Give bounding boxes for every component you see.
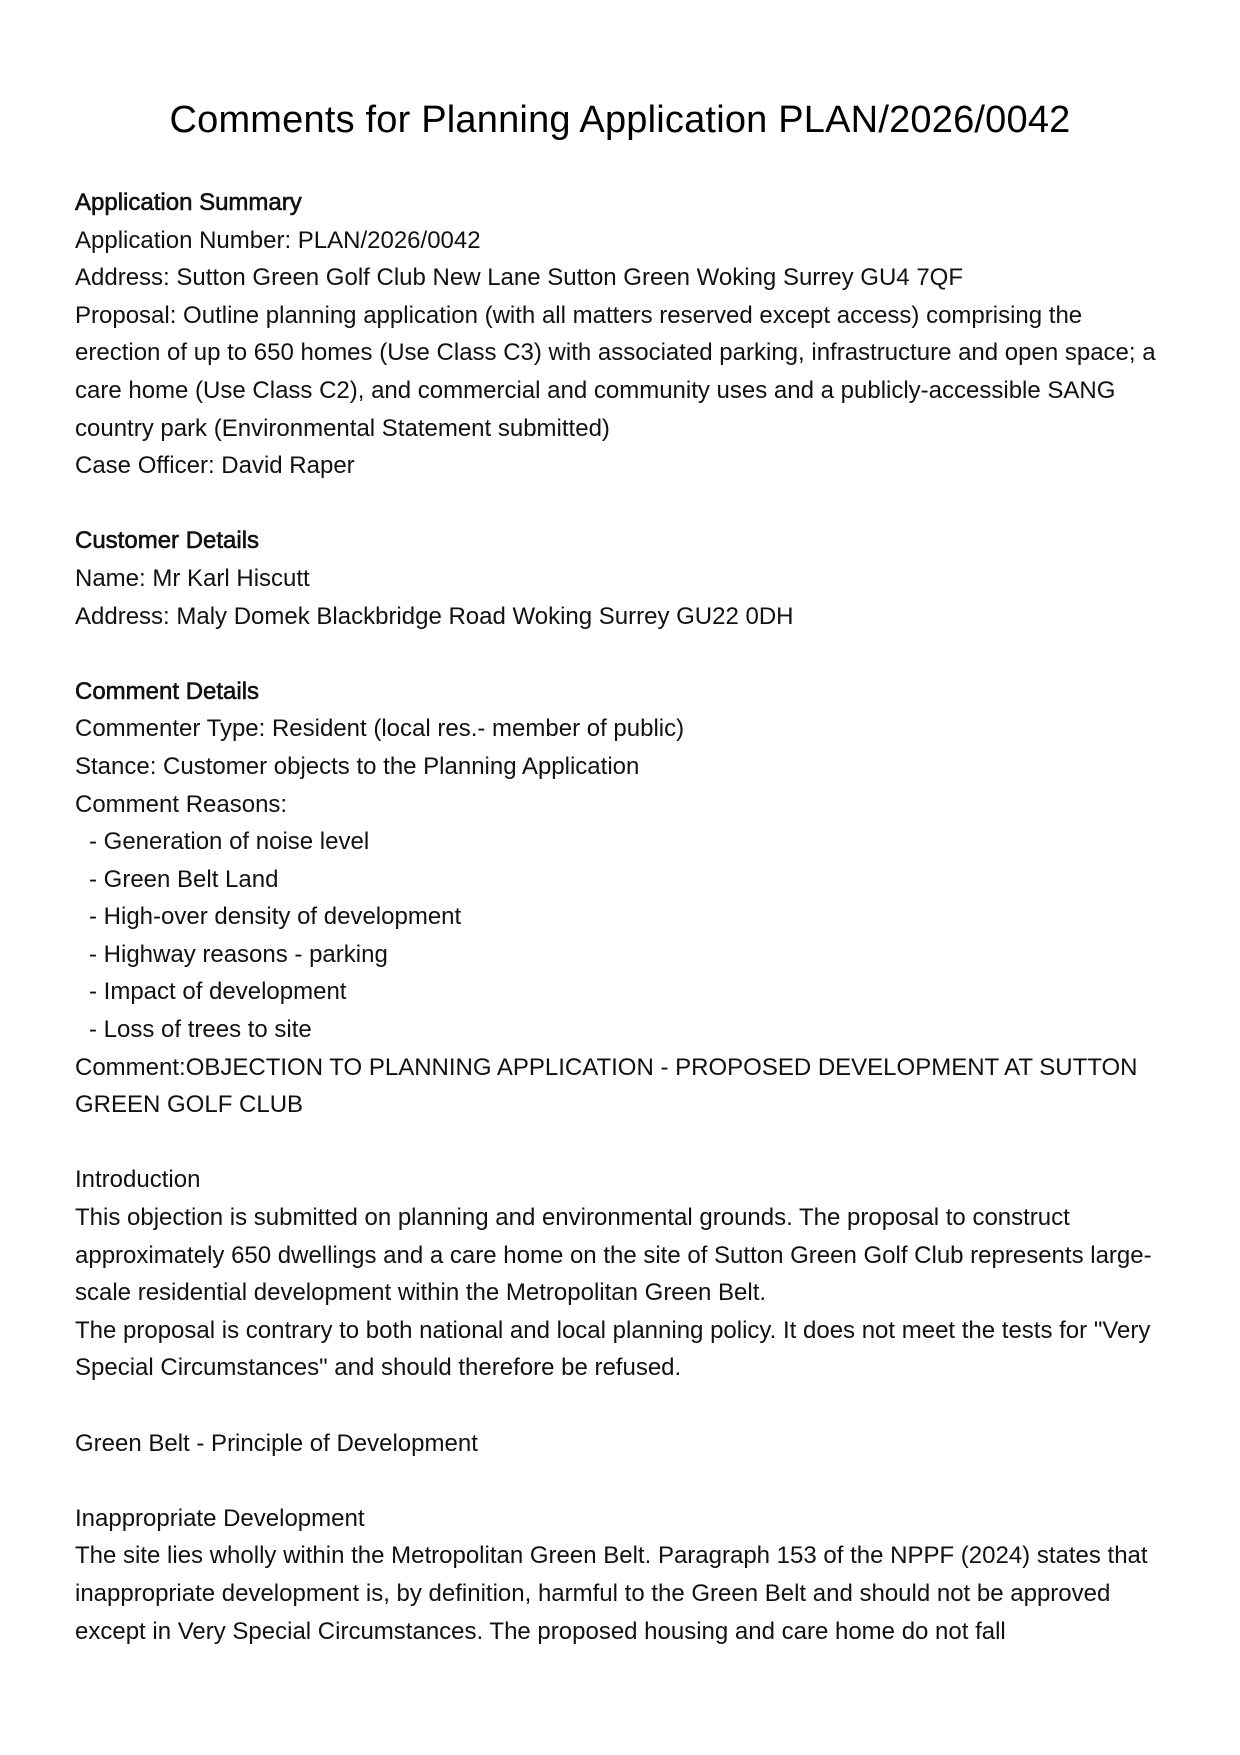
spacer [75,1124,1165,1162]
customer-details-heading: Customer Details [75,527,260,555]
spacer [75,1387,1165,1425]
comment-reasons-list [75,823,1165,1049]
green-belt-heading: Green Belt - Principle of Development [75,1429,478,1457]
application-address: Address: Sutton Green Golf Club New Lane Sutton Green Woking Surrey GU4 7QF [75,264,963,292]
application-proposal: Proposal: Outline planning application (with all matters reserved except access) comprising the erection of up to 650 homes (Use Class C3) with associated parking, infrastructure and open space; a care home (Use Class C2), and commercial and community uses and a publicly-accessible SANG country park (Environmental Statement submitted) [75,301,1163,442]
introduction-section [75,1161,1165,1387]
spacer [75,635,1165,673]
customer-name: Name: Mr Karl Hiscutt [75,564,310,592]
commenter-type: Commenter Type: Resident (local res.- member of public) [75,715,685,743]
document-content [75,184,1165,1650]
customer-details-section [75,522,1165,635]
comment-reason-item: - Green Belt Land [89,865,279,893]
application-summary-section [75,184,1165,485]
comment-reason-item: - Generation of noise level [89,828,370,856]
comment-details-section [75,673,1165,1124]
introduction-paragraph: This objection is submitted on planning and environmental grounds. The proposal to construct approximately 650 dwellings and a care home on the site of Sutton Green Golf Club represents large-scale residential development within the Metropolitan Green Belt. [75,1204,1152,1307]
comment-reason-item: - Highway reasons - parking [89,940,388,968]
comment-details-heading: Comment Details [75,677,260,705]
stance: Stance: Customer objects to the Planning Application [75,752,640,780]
inappropriate-development-paragraph: The site lies wholly within the Metropolitan Green Belt. Paragraph 153 of the NPPF (2024) states that inappropriate development is, by definition, harmful to the Green Belt and should not be approved except in Very Special Circumstances. The proposed housing and care home do not fall [75,1542,1148,1645]
spacer [75,485,1165,523]
inappropriate-development-heading: Inappropriate Development [75,1504,365,1532]
application-summary-heading: Application Summary [75,189,302,216]
comment-reasons-label: Comment Reasons: [75,790,288,818]
page-title: Comments for Planning Application PLAN/2026/0042 [169,99,1071,141]
comment-reason-item: - High-over density of development [89,903,462,931]
application-number: Application Number: PLAN/2026/0042 [75,226,481,254]
customer-address: Address: Maly Domek Blackbridge Road Woking Surrey GU22 0DH [75,602,794,630]
comment-text: Comment:OBJECTION TO PLANNING APPLICATION - PROPOSED DEVELOPMENT AT SUTTON GREEN GOLF CLUB [75,1053,1145,1119]
introduction-paragraph: The proposal is contrary to both national and local planning policy. It does not meet the tests for "Very Special Circumstances" and should therefore be refused. [75,1316,1151,1382]
case-officer: Case Officer: David Raper [75,452,355,480]
comment-reason-item: - Loss of trees to site [89,1016,312,1044]
inappropriate-development-section [75,1500,1165,1650]
comment-reason-item: - Impact of development [89,978,347,1006]
introduction-heading: Introduction [75,1166,201,1194]
spacer [75,1462,1165,1500]
